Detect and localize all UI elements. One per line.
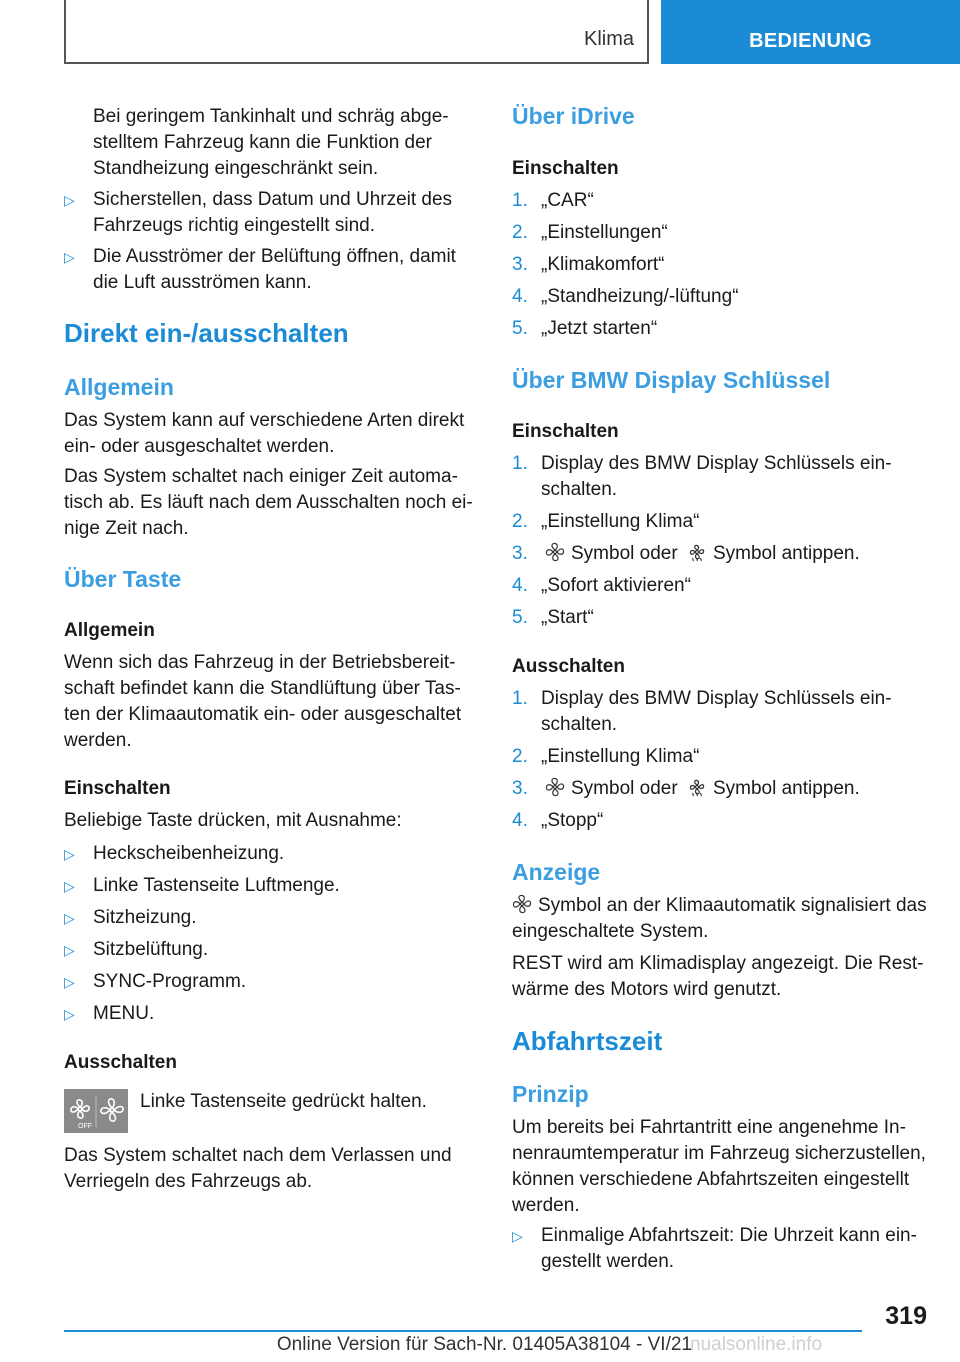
subheading-ausschalten: Ausschalten [64,1052,177,1073]
chapter-title: BEDIENUNG [749,30,872,52]
climate-button-image [64,1089,128,1133]
subheading-einschalten: Einschalten [512,158,619,179]
heading-abfahrtszeit: Abfahrtszeit [512,1026,663,1056]
paragraph: Das System schaltet nach dem Verlassen und Verriegeln des Fahrzeugs ab. [64,1145,452,1192]
list-item: 2. „Einstellung Klima“ [512,511,700,532]
list-item: 5. „Start“ [512,607,594,628]
list-item: 3. Symbol oder Symbol antippen. [512,778,860,799]
bullet-icon: ▷ [512,1228,523,1244]
bullet-icon: ▷ [64,192,75,208]
list-item: 5. „Jetzt starten“ [512,318,658,339]
heading-anzeige: Anzeige [512,859,601,885]
fan-off-icon [64,1089,128,1133]
list-item: ▷ Einmalige Abfahrtszeit: Die Uhrzeit kann eingestellt werden. [512,1225,917,1272]
bullet-icon: ▷ [64,974,75,990]
section-title: Klima [583,28,634,50]
list-item: 2. „Einstellungen“ [512,222,668,243]
list-item: ▷ Sicherstellen, dass Datum und Uhrzeit des Fahrzeugs richtig eingestellt sind. [64,189,453,236]
paragraph: Das System schaltet nach einiger Zeit automatisch ab. Es läuft nach dem Ausschalten noch einige Zeit nach. [64,466,473,539]
heading-prinzip: Prinzip [512,1081,589,1107]
list-item: 1. Display des BMW Display Schlüssels einschalten. [512,688,892,735]
header-frame [64,0,649,64]
list-item: ▷ Heckscheibenheizung. [64,841,476,867]
intro-text: Bei geringem Tankinhalt und schräg abgestelltem Fahrzeug kann die Funktion der Standheizung eingeschränkt sein. [93,106,449,179]
subheading-allgemein: Allgemein [64,620,155,641]
list-item: 4. „Stopp“ [512,810,604,831]
list-item: 2. „Einstellung Klima“ [512,746,700,767]
heading-ueber-taste: Über Taste [64,566,182,592]
heading-allgemein: Allgemein [64,374,174,400]
watermark: nualsonline.info [690,1334,823,1355]
bullet-icon: ▷ [64,846,75,862]
fan-heat-icon [687,777,707,797]
heading-direkt: Direkt ein-/ausschalten [64,318,349,348]
list-item: 4. „Standheizung/-lüftung“ [512,286,739,307]
list-item: 4. „Sofort aktivieren“ [512,575,691,596]
heading-idrive: Über iDrive [512,103,635,129]
paragraph: Beliebige Taste drücken, mit Ausnahme: [64,810,402,831]
fan-icon [545,542,565,562]
page-number: 319 [885,1302,927,1330]
list-item: 3. „Klimakomfort“ [512,254,665,275]
bullet-icon: ▷ [64,910,75,926]
paragraph: Symbol an der Klimaautomatik signalisiert das eingeschaltete System. [512,895,927,942]
list-item: 3. Symbol oder Symbol antippen. [512,543,860,564]
list-item: ▷ MENU. [64,1001,476,1027]
subheading-ausschalten: Ausschalten [512,656,625,677]
list-item: ▷ SYNC-Programm. [64,969,476,995]
svg-text:OFF: OFF [78,1123,92,1130]
paragraph: Linke Tastenseite gedrückt halten. [140,1091,427,1112]
paragraph: REST wird am Klimadisplay angezeigt. Die Restwärme des Motors wird genutzt. [512,953,924,1000]
paragraph: Um bereits bei Fahrtantritt eine angenehme Innenraumtemperatur im Fahrzeug sicherzustellen, können verschiedene Abfahrtszeiten eingestellt werden. [512,1117,926,1216]
list-item: 1. „CAR“ [512,190,594,211]
list-item: ▷ Sitzbelüftung. [64,937,476,963]
list-item: ▷ Die Ausströmer der Belüftung öffnen, damit die Luft ausströmen kann. [64,246,456,293]
footer-online-version: Online Version für Sach-Nr. 01405A38104 - VI/21 [276,1334,692,1355]
subheading-einschalten: Einschalten [512,421,619,442]
list-item: 1. Display des BMW Display Schlüssels einschalten. [512,453,892,500]
bullet-icon: ▷ [64,1006,75,1022]
fan-heat-icon [687,542,707,562]
subheading-einschalten: Einschalten [64,778,171,799]
list-item: ▷ Sitzheizung. [64,905,476,931]
fan-icon [512,894,532,914]
paragraph: Wenn sich das Fahrzeug in der Betriebsbereitschaft befindet kann die Standlüftung über Tasten der Klimaautomatik ein- oder ausgeschaltet werden. [64,652,462,751]
bullet-icon: ▷ [64,249,75,265]
paragraph: Das System kann auf verschiedene Arten direkt ein- oder ausgeschaltet werden. [64,410,465,457]
fan-icon [545,777,565,797]
list-item: ▷ Linke Tastenseite Luftmenge. [64,873,476,899]
heading-bmw-display-key: Über BMW Display Schlüssel [512,367,831,393]
footer-divider [64,1330,862,1332]
chapter-tab [661,0,960,64]
bullet-icon: ▷ [64,942,75,958]
bullet-icon: ▷ [64,878,75,894]
